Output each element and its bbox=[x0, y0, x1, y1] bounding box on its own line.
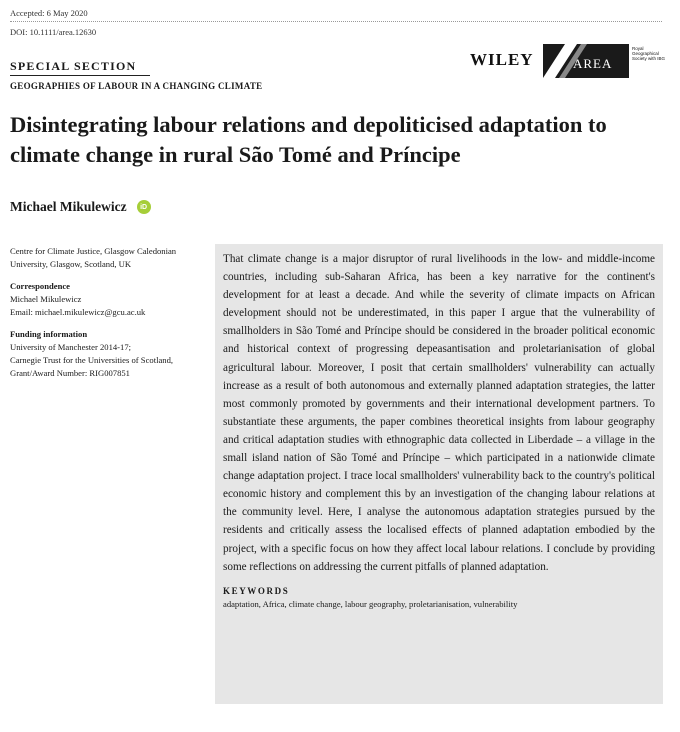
article-sidebar bbox=[10, 245, 200, 389]
keywords-list: adaptation, Africa, climate change, labour geography, proletarianisation, vulnerability bbox=[223, 598, 518, 609]
author-name[interactable]: Michael Mikulewicz bbox=[10, 199, 127, 214]
abstract-box bbox=[215, 244, 663, 704]
subsection-label: GEOGRAPHIES OF LABOUR IN A CHANGING CLIMATE bbox=[10, 81, 263, 91]
section-underline bbox=[10, 75, 150, 76]
correspondence-name: Michael Mikulewicz bbox=[10, 294, 82, 304]
author-row bbox=[10, 199, 151, 215]
correspondence-heading: Correspondence bbox=[10, 281, 70, 291]
accepted-date: Accepted: 6 May 2020 bbox=[10, 8, 88, 18]
area-journal-logo[interactable] bbox=[543, 44, 629, 78]
wiley-logo[interactable]: WILEY bbox=[470, 50, 534, 69]
funding-block bbox=[10, 328, 200, 380]
doi[interactable]: DOI: 10.1111/area.12630 bbox=[10, 27, 97, 37]
funding-heading: Funding information bbox=[10, 329, 88, 339]
header-divider bbox=[10, 21, 662, 22]
area-logo-text: AREA bbox=[573, 56, 613, 71]
rgs-logo: Royal Geographical Society with IBG bbox=[632, 46, 666, 61]
funding-item: University of Manchester 2014-17; bbox=[10, 342, 132, 352]
correspondence-email[interactable]: Email: michael.mikulewicz@gcu.ac.uk bbox=[10, 307, 146, 317]
abstract-text: That climate change is a major disruptor of rural livelihoods in the low- and middle-income countries, including sub-Saharan Africa, has been a key narrative for the continent's development for at least a decade. And while the severity of climate impacts on African development should not be underestimated, in this paper I argue that the vulnerability of smallholders in São Tomé and Príncipe should be considered in the broader political economic and historical context of progressing depeasantisation and proletarianisation of global agricultural labour. Moreover, I posit that certain smallholders' vulnerability can actually increase as a result of both autonomous and externally planned adaptation strategies, the latter most commonly promoted by governments and their international development partners. To substantiate these arguments, the paper combines theoretical insights from labour geography and critical adaptation studies with ethnographic data collected in Liberdade – a village in the small island nation of São Tomé and Príncipe – which participated in a nationwide climate change adaptation project. I trace local smallholders' vulnerability back to the country's political economic history and complement this by an investigation of the changing labour relations at the community level. Here, I analyse the autonomous adaptation strategies pursued by the residents and critically assess the localised effects of planned adaptation embodied by the project, with a specific focus on how they affect local labour relations. I conclude by providing some reflections on addressing the current pitfalls of planned adaptation. bbox=[223, 253, 655, 573]
orcid-icon[interactable]: iD bbox=[137, 200, 151, 214]
article-title: Disintegrating labour relations and depoliticised adaptation to climate change in rural São Tomé and Príncipe bbox=[10, 112, 607, 167]
keywords-heading: KEYWORDS bbox=[223, 585, 290, 596]
affiliation: Centre for Climate Justice, Glasgow Caledonian University, Glasgow, Scotland, UK bbox=[10, 246, 177, 269]
correspondence-block bbox=[10, 280, 200, 319]
section-label: SPECIAL SECTION bbox=[10, 59, 137, 73]
funding-item: Carnegie Trust for the Universities of Scotland, Grant/Award Number: RIG007851 bbox=[10, 355, 174, 378]
